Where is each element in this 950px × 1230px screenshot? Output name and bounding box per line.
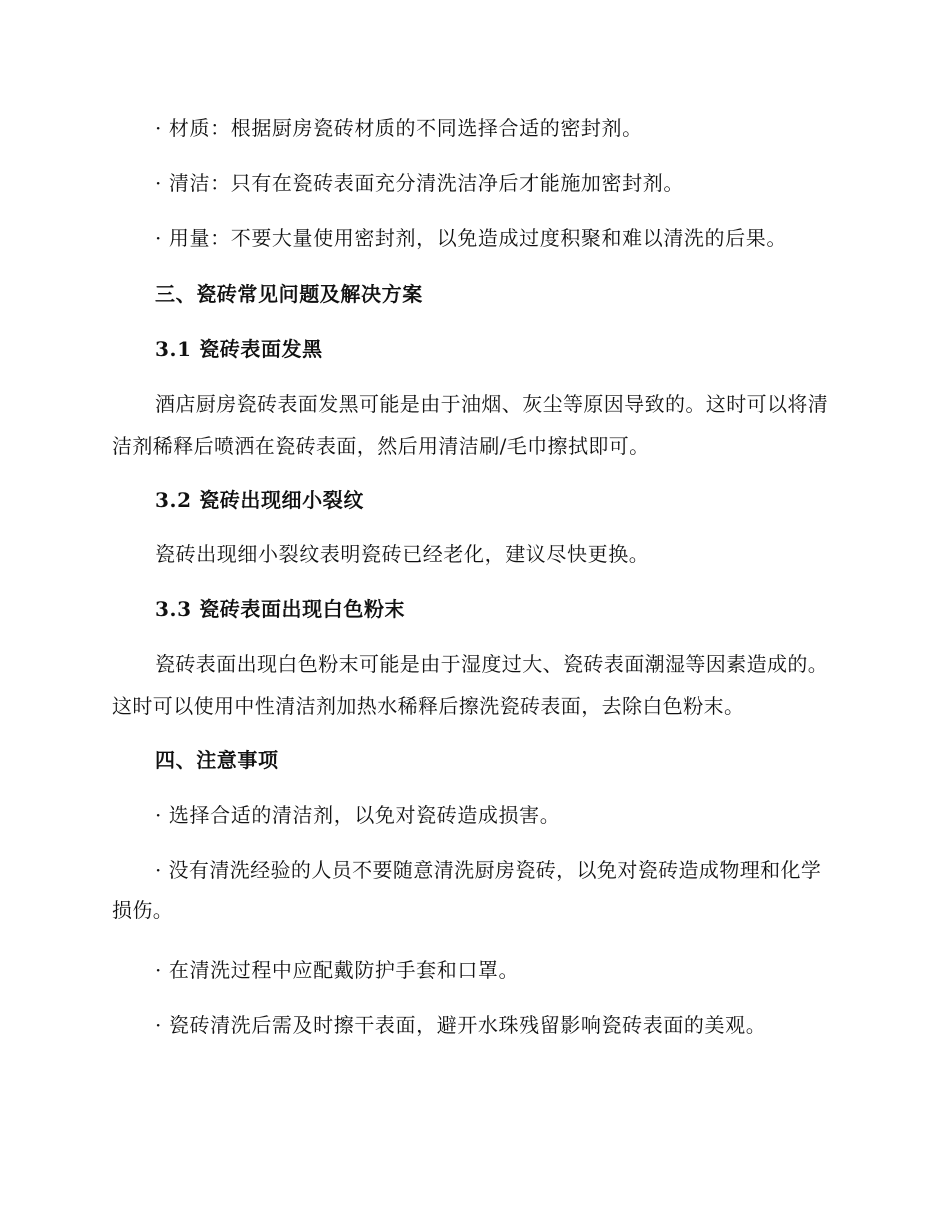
subsection-3-1-body: 酒店厨房瓷砖表面发黑可能是由于油烟、灰尘等原因导致的。这时可以将清洁剂稀释后喷洒在瓷砖表面，然后用清洁刷/毛巾擦拭即可。 (112, 392, 829, 458)
notice-item-4: · 瓷砖清洗后需及时擦干表面，避开水珠残留影响瓷砖表面的美观。 (155, 1013, 767, 1037)
subsection-3-1-heading: 3.1 瓷砖表面发黑 (155, 337, 323, 361)
subsection-3-2-body: 瓷砖出现细小裂纹表明瓷砖已经老化，建议尽快更换。 (155, 542, 650, 566)
notice-item-1: · 选择合适的清洁剂，以免对瓷砖造成损害。 (155, 803, 561, 827)
subsection-3-3-body: 瓷砖表面出现白色粉末可能是由于湿度过大、瓷砖表面潮湿等因素造成的。这时可以使用中性清洁剂加热水稀释后擦洗瓷砖表面，去除白色粉末。 (112, 652, 829, 718)
section-4-heading: 四、注意事项 (155, 748, 279, 772)
bullet-material: · 材质：根据厨房瓷砖材质的不同选择合适的密封剂。 (155, 116, 643, 140)
section-3-heading: 三、瓷砖常见问题及解决方案 (155, 282, 423, 306)
subsection-3-2-heading: 3.2 瓷砖出现细小裂纹 (155, 488, 364, 512)
notice-item-3: · 在清洗过程中应配戴防护手套和口罩。 (155, 958, 520, 982)
bullet-cleaning: · 清洁：只有在瓷砖表面充分清洗洁净后才能施加密封剂。 (155, 171, 684, 195)
notice-item-2: · 没有清洗经验的人员不要随意清洗厨房瓷砖，以免对瓷砖造成物理和化学损伤。 (112, 858, 822, 922)
bullet-amount: · 用量：不要大量使用密封剂，以免造成过度积聚和难以清洗的后果。 (155, 226, 787, 250)
subsection-3-3-heading: 3.3 瓷砖表面出现白色粉末 (155, 597, 406, 621)
